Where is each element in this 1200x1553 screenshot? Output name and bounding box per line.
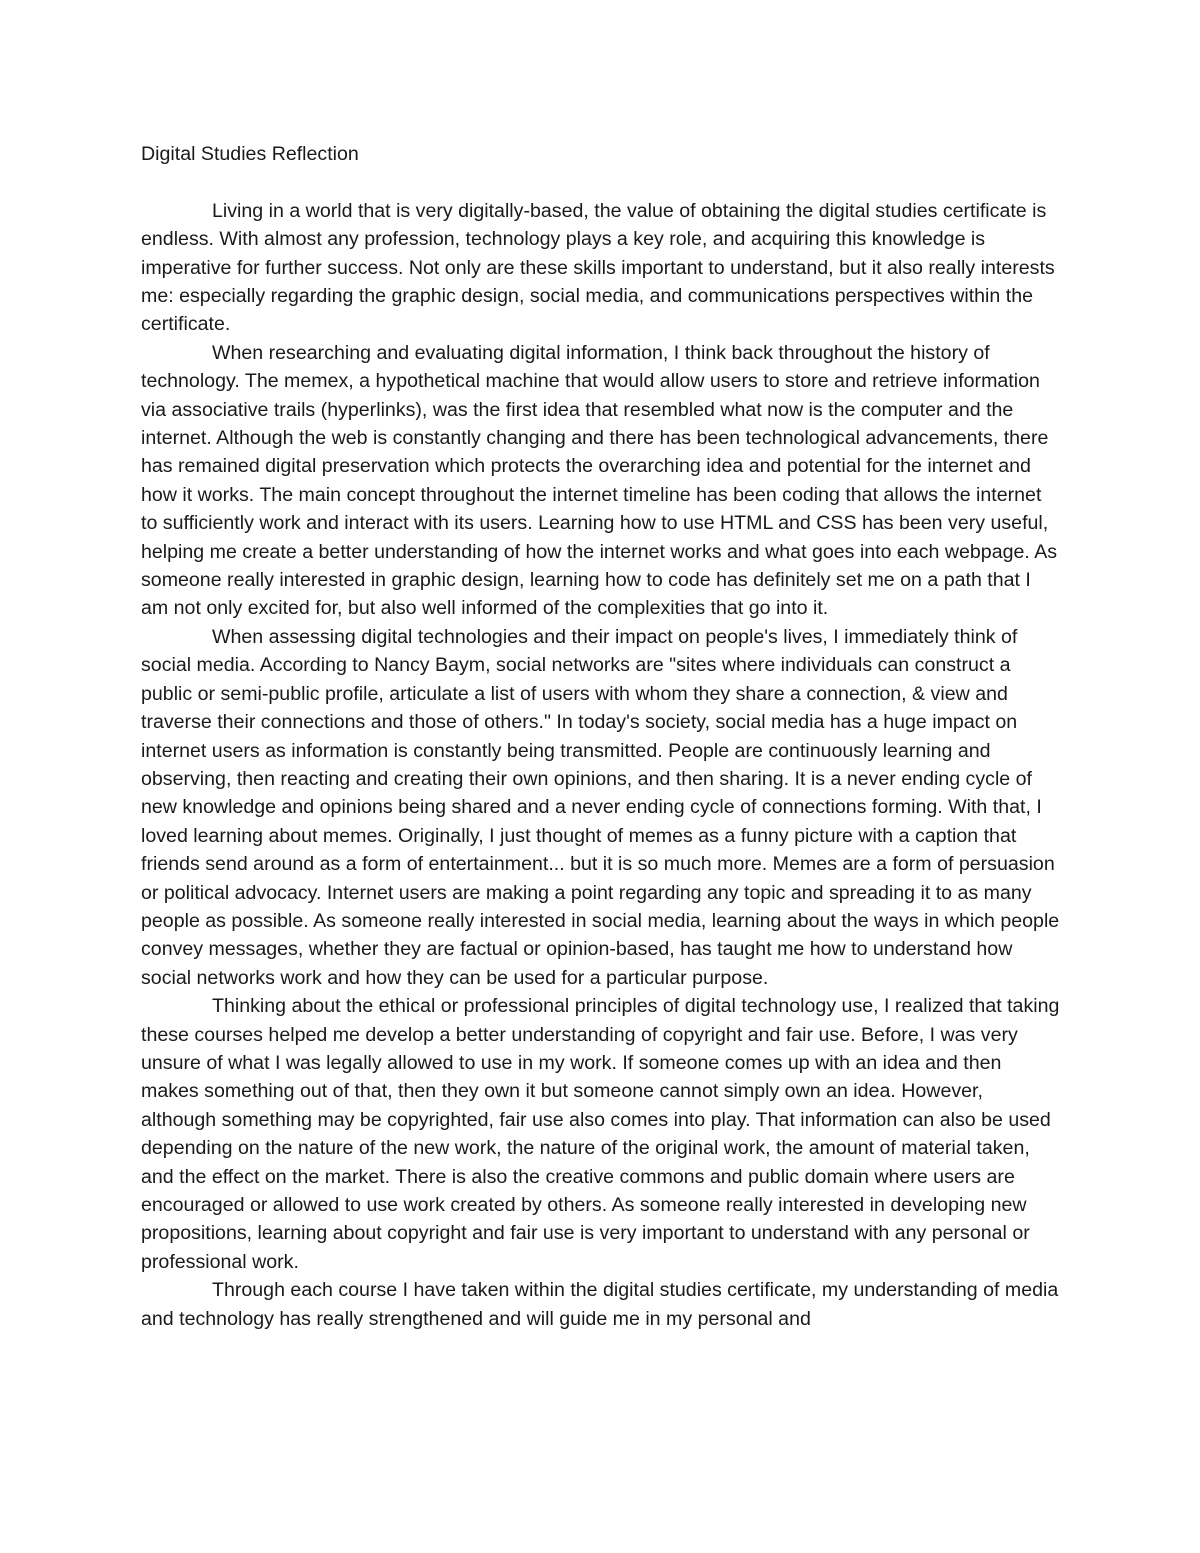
paragraph-1: Living in a world that is very digitally-based, the value of obtaining the digital studies certificate is endless. With almost any profession, technology plays a key role, and acquiring this knowledge is imperative for further success. Not only are these skills important to understand, but it also really interests me: especially regarding the graphic design, social media, and communications perspectives within the certificate.	[141, 199, 1055, 336]
paragraph-4: Thinking about the ethical or professional principles of digital technology use, I realized that taking these courses helped me develop a better understanding of copyright and fair use. Before, I was very unsure of what I was legally allowed to use in my work. If someone comes up with an idea and then makes something out of that, then they own it but someone cannot simply own an idea. However, although something may be copyrighted, fair use also comes into play. That information can also be used depending on the nature of the new work, the nature of the original work, the amount of material taken, and the effect on the market. There is also the creative commons and public domain where users are encouraged or allowed to use work created by others. As someone really interested in developing new propositions, learning about copyright and fair use is very important to understand with any personal or professional work.	[141, 995, 1060, 1273]
paragraph-2: When researching and evaluating digital information, I think back throughout the history of technology. The memex, a hypothetical machine that would allow users to store and retrieve information via associative trails (hyperlinks), was the first idea that resembled what now is the computer and the internet. Although the web is constantly changing and there has been technological advancements, there has remained digital preservation which protects the overarching idea and potential for the internet and how it works. The main concept throughout the internet timeline has been coding that allows the internet to sufficiently work and interact with its users. Learning how to use HTML and CSS has been very useful, helping me create a better understanding of how the internet works and what goes into each webpage. As someone really interested in graphic design, learning how to code has definitely set me on a path that I am not only excited for, but also well informed of the complexities that go into it.	[141, 341, 1058, 620]
paragraph-3: When assessing digital technologies and their impact on people's lives, I immediately think of social media. According to Nancy Baym, social networks are "sites where individuals can construct a public or semi-public profile, articulate a list of users with whom they share a connection, & view and traverse their connections and those of others." In today's society, social media has a huge impact on internet users as information is constantly being transmitted. People are continuously learning and observing, then reacting and creating their own opinions, and then sharing. It is a never ending cycle of new knowledge and opinions being shared and a never ending cycle of connections forming. With that, I loved learning about memes. Originally, I just thought of memes as a funny picture with a caption that friends send around as a form of entertainment... but it is so much more. Memes are a form of persuasion or political advocacy. Internet users are making a point regarding any topic and spreading it to as many people as possible. As someone really interested in social media, learning about the ways in which people convey messages, whether they are factual or opinion-based, has taught me how to understand how social networks work and how they can be used for a particular purpose.	[141, 625, 1060, 989]
document-page	[141, 140, 1061, 1333]
paragraph-5: Through each course I have taken within the digital studies certificate, my understanding of media and technology has really strengthened and will guide me in my personal and	[141, 1279, 1059, 1330]
document-title: Digital Studies Reflection	[141, 143, 359, 165]
